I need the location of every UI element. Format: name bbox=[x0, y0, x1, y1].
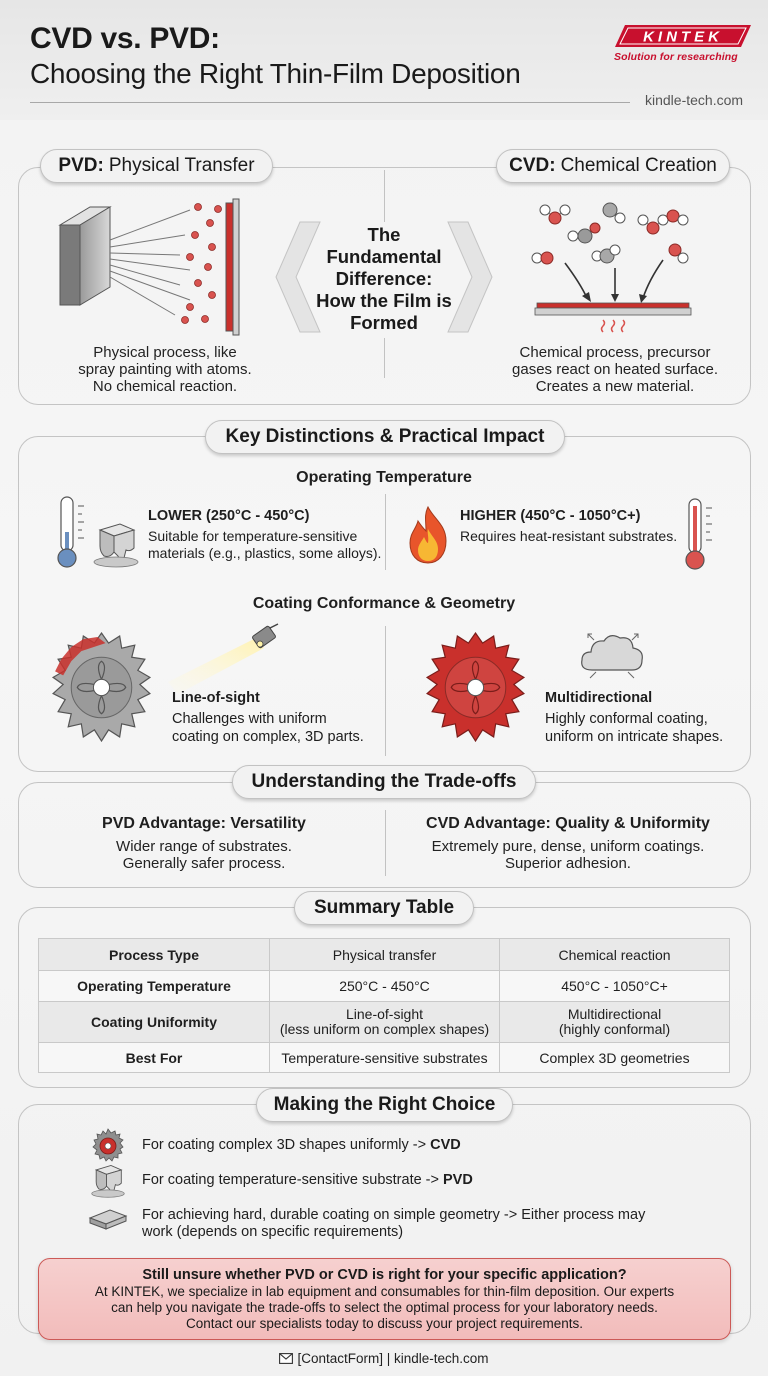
callout-line: Contact our specialists today to discuss your project requirements. bbox=[186, 1316, 583, 1331]
table-row bbox=[39, 971, 730, 1002]
temp-low-desc bbox=[148, 528, 381, 562]
choice-item-text: For coating complex 3D shapes uniformly -> bbox=[142, 1137, 427, 1153]
envelope-icon bbox=[279, 1353, 293, 1364]
temp-high-title: HIGHER (450°C - 1050°C+) bbox=[460, 508, 641, 524]
table-cell-cvd: 450°C - 1050°C+ bbox=[500, 971, 730, 1002]
tradeoffs-divider bbox=[385, 810, 386, 876]
table-row bbox=[39, 1002, 730, 1043]
center-line: How the Film is bbox=[316, 290, 452, 311]
choice-item-answer: CVD bbox=[430, 1137, 461, 1153]
gear-choice-icon bbox=[90, 1128, 126, 1164]
callout-line: At KINTEK, we specialize in lab equipment and consumables for thin-film deposition. Our experts bbox=[94, 1284, 675, 1299]
callout-body bbox=[39, 1284, 730, 1332]
flame-icon bbox=[404, 505, 452, 565]
pvd-label-bold: PVD: bbox=[58, 155, 104, 176]
multi-line: Highly conformal coating, bbox=[545, 711, 708, 727]
table-cell-line: (highly conformal) bbox=[558, 1021, 671, 1037]
temp-low-line: materials (e.g., plastics, some alloys). bbox=[148, 545, 382, 561]
cvd-advantage-desc bbox=[398, 838, 738, 872]
table-cell-cvd bbox=[500, 1002, 730, 1043]
multidirectional-title: Multidirectional bbox=[545, 690, 653, 706]
pvd-advantage-desc bbox=[34, 838, 374, 872]
thermometer-high-icon bbox=[680, 496, 722, 572]
line-of-sight-desc bbox=[172, 710, 364, 746]
logo-tagline: Solution for researching bbox=[614, 51, 738, 63]
cvd-advantage-line: Superior adhesion. bbox=[505, 855, 631, 872]
pvd-advantage-title: PVD Advantage: Versatility bbox=[102, 815, 306, 832]
cvd-label-bold: CVD: bbox=[509, 155, 556, 176]
choice-item-answer: PVD bbox=[443, 1172, 473, 1188]
table-cell-cvd: Complex 3D geometries bbox=[500, 1043, 730, 1073]
page-subtitle: Choosing the Right Thin-Film Deposition bbox=[30, 58, 521, 89]
summary-title: Summary Table bbox=[294, 891, 474, 925]
distinctions-title: Key Distinctions & Practical Impact bbox=[205, 420, 565, 454]
coating-divider bbox=[385, 626, 386, 756]
pvd-desc-line: spray painting with atoms. bbox=[78, 361, 252, 378]
pvd-desc-line: Physical process, like bbox=[93, 344, 237, 361]
multidirectional-desc bbox=[545, 710, 723, 746]
callout-title: Still unsure whether PVD or CVD is right for your specific application? bbox=[142, 1267, 627, 1283]
pvd-label-rest: Physical Transfer bbox=[108, 155, 255, 176]
table-cell-line: Multidirectional bbox=[567, 1006, 662, 1022]
pvd-sputter-icon bbox=[50, 195, 250, 345]
contact-callout bbox=[38, 1258, 731, 1340]
cvd-desc-line: Creates a new material. bbox=[535, 378, 695, 395]
center-divider-top bbox=[384, 170, 385, 222]
center-divider-bottom bbox=[384, 338, 385, 378]
choice-item-line: work (depends on specific requirements) bbox=[142, 1224, 404, 1240]
cvd-label-rest: Chemical Creation bbox=[560, 155, 717, 176]
center-line: Difference: bbox=[335, 268, 433, 289]
fundamental-difference-text bbox=[300, 224, 468, 334]
choice-item-line: For achieving hard, durable coating on simple geometry -> Either process may bbox=[142, 1207, 646, 1223]
thermometer-low-icon bbox=[52, 494, 94, 570]
footer bbox=[0, 1351, 768, 1366]
pvd-desc-line: No chemical reaction. bbox=[92, 378, 238, 395]
temperature-heading: Operating Temperature bbox=[296, 469, 472, 486]
vapor-cloud-icon bbox=[578, 626, 648, 684]
choice-item-text: For coating temperature-sensitive substrate -> bbox=[142, 1172, 439, 1188]
spotlight-icon bbox=[168, 622, 283, 697]
table-cell-pvd: 250°C - 450°C bbox=[270, 971, 500, 1002]
melting-material-icon bbox=[90, 522, 142, 568]
header-website[interactable]: kindle-tech.com bbox=[645, 92, 744, 108]
table-row bbox=[39, 1043, 730, 1073]
table-cell-pvd: Temperature-sensitive substrates bbox=[270, 1043, 500, 1073]
table-cell-pvd: Physical transfer bbox=[270, 939, 500, 971]
cvd-desc-line: Chemical process, precursor bbox=[519, 344, 711, 361]
red-gear-icon bbox=[418, 630, 533, 745]
temp-high-desc: Requires heat-resistant substrates. bbox=[460, 528, 678, 544]
flat-plate-icon bbox=[86, 1206, 130, 1234]
table-row-label: Operating Temperature bbox=[39, 971, 270, 1002]
cvd-advantage-title: CVD Advantage: Quality & Uniformity bbox=[426, 815, 710, 832]
line-of-sight-title: Line-of-sight bbox=[172, 690, 260, 706]
choice-title: Making the Right Choice bbox=[256, 1088, 513, 1122]
cvd-advantage-line: Extremely pure, dense, uniform coatings. bbox=[431, 838, 705, 855]
table-row-label: Best For bbox=[39, 1043, 270, 1073]
table-cell-line: Line-of-sight bbox=[345, 1006, 424, 1022]
choice-item-either bbox=[142, 1207, 645, 1241]
table-row bbox=[39, 939, 730, 971]
pvd-description bbox=[40, 344, 290, 395]
pvd-advantage-line: Generally safer process. bbox=[122, 855, 286, 872]
cvd-description bbox=[490, 344, 740, 395]
center-line: Fundamental bbox=[326, 246, 442, 267]
temp-low-title: LOWER (250°C - 450°C) bbox=[148, 508, 310, 524]
tradeoffs-title: Understanding the Trade-offs bbox=[232, 765, 536, 799]
cvd-gas-reaction-icon bbox=[525, 198, 705, 333]
center-line: The bbox=[367, 224, 401, 245]
melting-choice-icon bbox=[88, 1164, 128, 1198]
page-title: CVD vs. PVD: bbox=[30, 22, 220, 55]
table-cell-cvd: Chemical reaction bbox=[500, 939, 730, 971]
header-divider bbox=[30, 102, 630, 103]
table-cell-line: (less uniform on complex shapes) bbox=[279, 1021, 490, 1037]
table-row-label: Process Type bbox=[39, 939, 270, 971]
choice-item-cvd bbox=[142, 1137, 461, 1154]
center-line: Formed bbox=[350, 312, 418, 333]
table-row-label: Coating Uniformity bbox=[39, 1002, 270, 1043]
temp-low-line: Suitable for temperature-sensitive bbox=[148, 528, 358, 544]
multi-line: uniform on intricate shapes. bbox=[545, 729, 724, 745]
cvd-label bbox=[496, 149, 730, 183]
los-line: coating on complex, 3D parts. bbox=[172, 729, 364, 745]
temp-divider bbox=[385, 494, 386, 570]
table-cell-pvd bbox=[270, 1002, 500, 1043]
pvd-advantage-line: Wider range of substrates. bbox=[116, 838, 292, 855]
los-line: Challenges with uniform bbox=[172, 711, 327, 727]
summary-table bbox=[38, 938, 730, 1073]
logo-wordmark: KINTEK bbox=[643, 28, 723, 46]
pvd-label bbox=[40, 149, 273, 183]
coating-heading: Coating Conformance & Geometry bbox=[252, 595, 516, 612]
gray-gear-icon bbox=[44, 630, 159, 745]
kintek-logo bbox=[615, 24, 751, 48]
cvd-desc-line: gases react on heated surface. bbox=[512, 361, 718, 378]
choice-item-pvd bbox=[142, 1172, 473, 1189]
footer-link[interactable]: [ContactForm] | kindle-tech.com bbox=[297, 1351, 489, 1366]
callout-line: can help you navigate the trade-offs to select the optimal process for your laboratory needs. bbox=[111, 1300, 658, 1315]
